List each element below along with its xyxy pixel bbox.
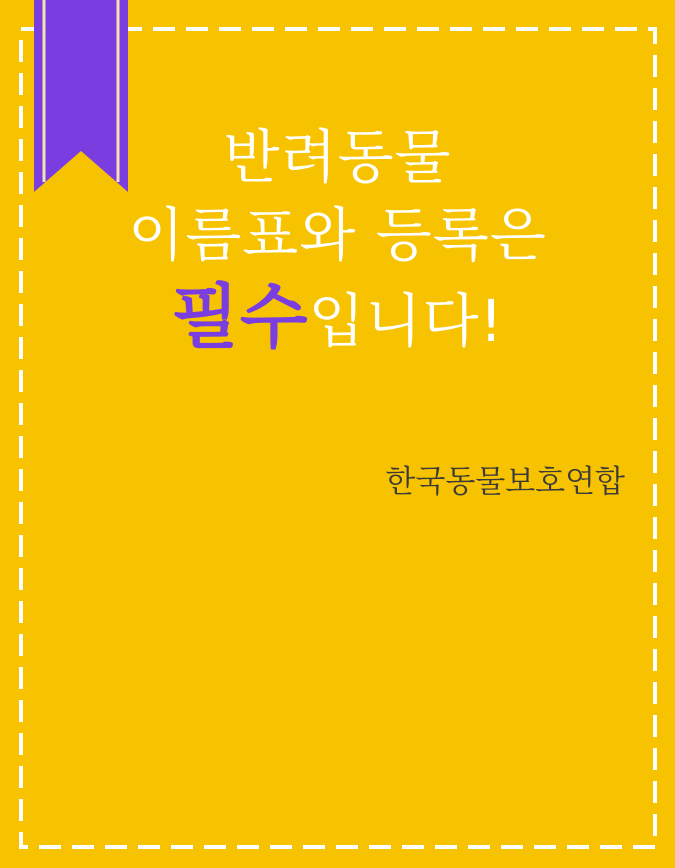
headline-line-2: 이름표와 등록은 (128, 201, 547, 269)
headline-line-1: 반려동물 (223, 123, 452, 191)
headline-emphasis: 필수 (171, 276, 309, 358)
organization-name: 한국동물보호연합 (385, 464, 625, 500)
headline (0, 118, 675, 360)
headline-line-3-tail: 입니다! (308, 287, 504, 355)
headline-line-3 (0, 278, 675, 360)
